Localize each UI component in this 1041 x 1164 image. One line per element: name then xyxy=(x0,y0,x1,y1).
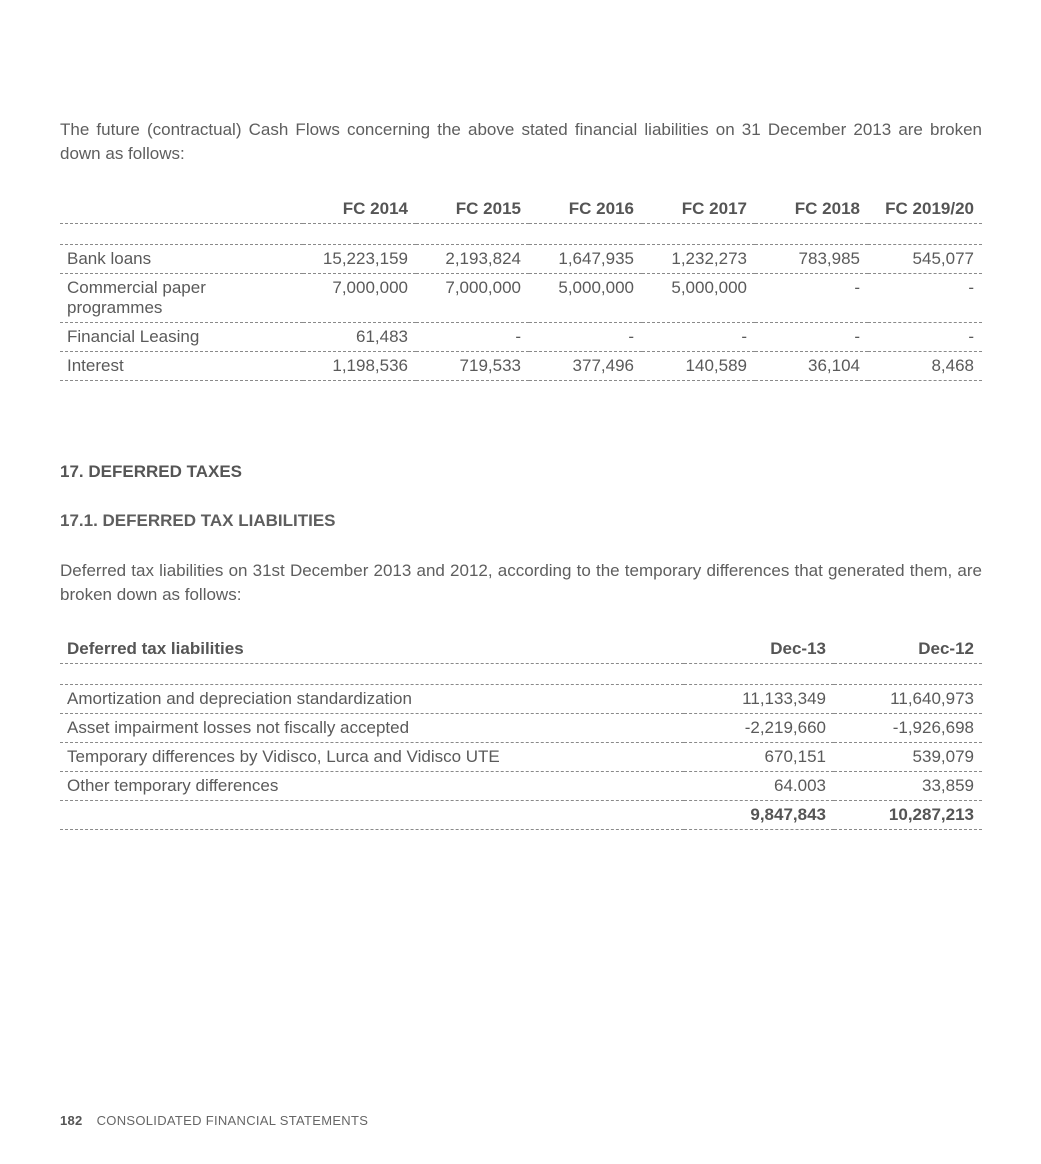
table-cell: 64.003 xyxy=(684,772,834,801)
deferred-tax-table xyxy=(60,635,982,830)
table-header-row xyxy=(60,635,982,664)
table-cell: 61,483 xyxy=(303,323,416,352)
table-row xyxy=(60,743,982,772)
row-label: Interest xyxy=(60,352,303,381)
table-cell: - xyxy=(529,323,642,352)
row-label xyxy=(60,801,684,830)
table-row xyxy=(60,772,982,801)
column-header: Dec-13 xyxy=(684,635,834,664)
table-row xyxy=(60,245,982,274)
table-cell: - xyxy=(868,323,982,352)
cashflow-table xyxy=(60,195,982,381)
column-header: FC 2019/20 xyxy=(868,195,982,224)
column-header: Deferred tax liabilities xyxy=(60,635,684,664)
table-cell: - xyxy=(642,323,755,352)
column-header: FC 2015 xyxy=(416,195,529,224)
table-row xyxy=(60,685,982,714)
spacer-row xyxy=(60,224,982,245)
total-cell: 10,287,213 xyxy=(834,801,982,830)
table-cell: 36,104 xyxy=(755,352,868,381)
table-cell: 140,589 xyxy=(642,352,755,381)
table-cell: -2,219,660 xyxy=(684,714,834,743)
column-header xyxy=(60,195,303,224)
table-cell: - xyxy=(755,323,868,352)
table-row xyxy=(60,352,982,381)
table-cell: 11,133,349 xyxy=(684,685,834,714)
row-label: Amortization and depreciation standardization xyxy=(60,685,684,714)
page-footer xyxy=(60,1113,368,1128)
row-label: Commercial paper programmes xyxy=(60,274,303,323)
column-header: FC 2018 xyxy=(755,195,868,224)
deferred-intro-paragraph: Deferred tax liabilities on 31st December 2013 and 2012, according to the temporary differences that generated them, are broken down as follows: xyxy=(60,561,982,604)
table-row xyxy=(60,323,982,352)
table-cell: 5,000,000 xyxy=(642,274,755,323)
spacer-row xyxy=(60,664,982,685)
page-number: 182 xyxy=(60,1113,83,1128)
table-cell: - xyxy=(868,274,982,323)
table-cell: 377,496 xyxy=(529,352,642,381)
table-cell: - xyxy=(755,274,868,323)
footer-section-label: CONSOLIDATED FINANCIAL STATEMENTS xyxy=(96,1113,369,1128)
table-cell: 719,533 xyxy=(416,352,529,381)
row-label: Other temporary differences xyxy=(60,772,684,801)
table-cell: 7,000,000 xyxy=(416,274,529,323)
column-header: FC 2017 xyxy=(642,195,755,224)
table-cell: - xyxy=(416,323,529,352)
table-cell: 783,985 xyxy=(755,245,868,274)
column-header: FC 2014 xyxy=(303,195,416,224)
table-cell: 2,193,824 xyxy=(416,245,529,274)
table-cell: 545,077 xyxy=(868,245,982,274)
total-cell: 9,847,843 xyxy=(684,801,834,830)
table-cell: 1,232,273 xyxy=(642,245,755,274)
row-label: Financial Leasing xyxy=(60,323,303,352)
table-cell: -1,926,698 xyxy=(834,714,982,743)
section-title: 17. DEFERRED TAXES xyxy=(60,462,243,481)
table-cell: 8,468 xyxy=(868,352,982,381)
row-label: Bank loans xyxy=(60,245,303,274)
table-cell: 11,640,973 xyxy=(834,685,982,714)
subsection-title: 17.1. DEFERRED TAX LIABILITIES xyxy=(60,511,336,530)
table-cell: 1,647,935 xyxy=(529,245,642,274)
table-cell: 1,198,536 xyxy=(303,352,416,381)
table-cell: 670,151 xyxy=(684,743,834,772)
table-cell: 15,223,159 xyxy=(303,245,416,274)
table-cell: 5,000,000 xyxy=(529,274,642,323)
table-header-row xyxy=(60,195,982,224)
table-cell: 7,000,000 xyxy=(303,274,416,323)
table-cell: 539,079 xyxy=(834,743,982,772)
table-row xyxy=(60,714,982,743)
row-label: Asset impairment losses not fiscally accepted xyxy=(60,714,684,743)
intro-paragraph: The future (contractual) Cash Flows concerning the above stated financial liabilities on 31 December 2013 are broken down as follows: xyxy=(60,120,982,163)
total-row xyxy=(60,801,982,830)
table-cell: 33,859 xyxy=(834,772,982,801)
column-header: Dec-12 xyxy=(834,635,982,664)
row-label: Temporary differences by Vidisco, Lurca and Vidisco UTE xyxy=(60,743,684,772)
table-row xyxy=(60,274,982,323)
column-header: FC 2016 xyxy=(529,195,642,224)
